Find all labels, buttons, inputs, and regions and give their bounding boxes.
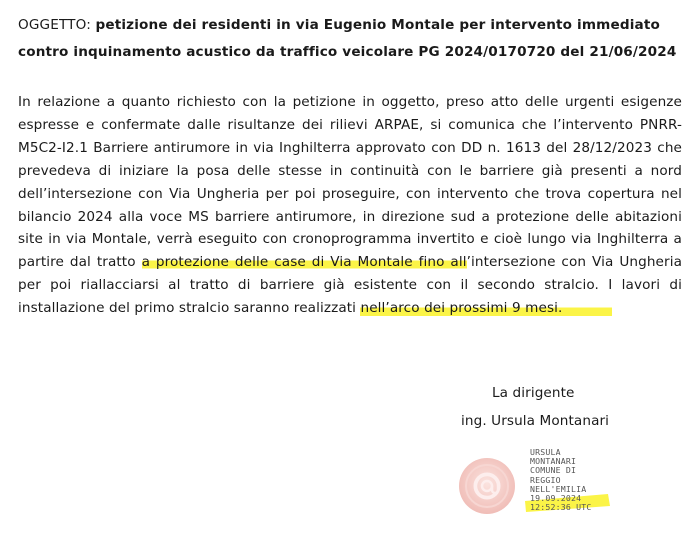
digital-seal-icon xyxy=(456,455,518,517)
stamp-time: 12:52:36 UTC xyxy=(530,502,592,513)
highlighted-text-1: a protezione delle case di Via Montale fino all xyxy=(141,254,467,271)
highlighted-text-2: nell’arco dei prossimi 9 mesi. xyxy=(360,300,612,316)
signer-name: ing. Ursula Montanari xyxy=(461,413,610,429)
stamp-date: 19.09.2024 xyxy=(530,493,582,504)
document-subject xyxy=(18,12,688,66)
body-text-part1: In relazione a quanto richiesto con la petizione in oggetto, preso atto delle urgenti esigenze espresse e confermate dalle risultanze dei rilievi ARPAE, si comunica che l’intervento PNRR-M5C2-I2.1 Barriere antirumore in via Inghilterra approvato con DD n. 1613 del 28/12/2023 che prevedeva di iniziare la posa delle stesse in continuità con le barriere già presenti a nord dell’intersezione con Via Ungheria per poi proseguire, con intervento che trova copertura nel bilancio 2024 alla voce MS barriere antirumore, in direzione sud a protezione delle abitazioni site in via Montale, verrà eseguito con cronoprogramma invertito e cioè lungo via Inghilterra a partire dal tratto xyxy=(18,94,682,271)
subject-label: OGGETTO: xyxy=(18,17,91,33)
stamp-line: MONTANARI xyxy=(530,456,577,467)
stamp-line: NELL'EMILIA xyxy=(530,483,587,494)
subject-text: petizione dei residenti in via Eugenio Montale per intervento immediato contro inquinamento acustico da traffico veicolare PG 2024/0170720 del 21/06/2024 xyxy=(18,17,677,60)
stamp-line: COMUNE DI xyxy=(530,465,577,476)
stamp-line: URSULA xyxy=(530,447,561,457)
signer-role: La dirigente xyxy=(492,385,575,401)
body-text-part2: ’intersezione con Via Ungheria per poi riallacciarsi al tratto di barriere già esistente con il secondo stralcio. I lavori di installazione del primo stralcio saranno realizzati xyxy=(18,254,683,317)
signature-stamp xyxy=(530,448,592,512)
body-paragraph xyxy=(18,91,682,320)
stamp-line: REGGIO xyxy=(530,474,561,485)
